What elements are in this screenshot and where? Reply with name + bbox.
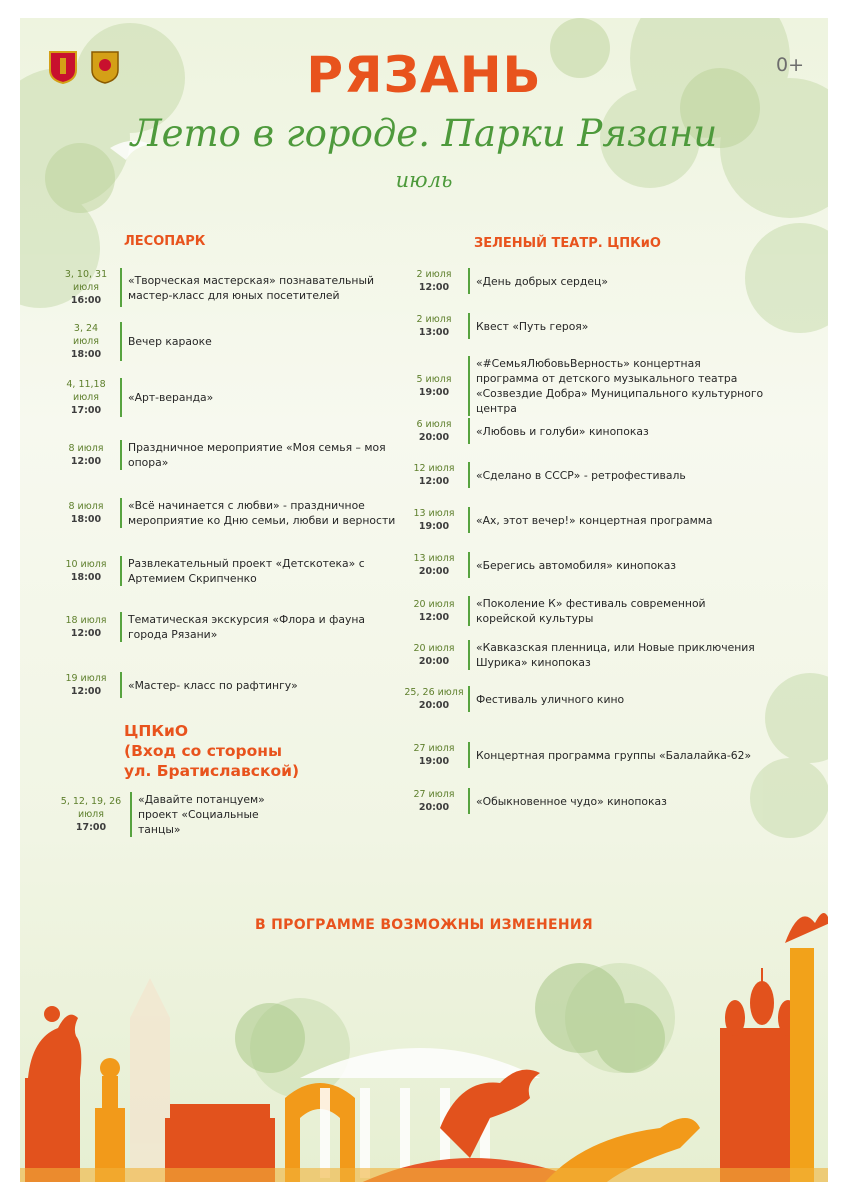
event-date: 4, 11,18 июля 17:00 (66, 379, 106, 416)
event-date: 27 июля 19:00 (413, 743, 455, 767)
event-description: Развлекательный проект «Детскотека» с Артемием Скрипченко (128, 557, 365, 585)
event-description: «Кавказская пленница, или Новые приключения Шурика» кинопоказ (476, 641, 755, 669)
event-description: «Любовь и голуби» кинопоказ (476, 424, 649, 438)
event-description: «Обыкновенное чудо» кинопоказ (476, 794, 667, 808)
event-description: «Поколение К» фестиваль современной корейской культуры (476, 597, 706, 625)
city-brand-logo: РЯЗАНЬ (306, 46, 542, 104)
city-skyline-illustration (20, 18, 828, 1182)
event-date: 3, 24 июля 18:00 (70, 323, 102, 360)
equestrian-statue-icon (25, 1006, 81, 1182)
event-date: 27 июля 20:00 (413, 789, 455, 813)
event-description: Вечер караоке (128, 335, 212, 348)
event-description: «Берегись автомобиля» кинопоказ (476, 558, 677, 572)
event-description: «Мастер- класс по рафтингу» (128, 678, 298, 692)
event-description: Праздничное мероприятие «Моя семья – моя опора» (128, 441, 386, 469)
page-title: Лето в городе. Парки Рязани (130, 112, 718, 155)
event-date: 8 июля 12:00 (68, 443, 104, 467)
event-description: «Всё начинается с любви» - праздничное мероприятие ко Дню семьи, любви и верности (128, 499, 396, 527)
event-date: 5 июля 19:00 (416, 374, 452, 398)
event-date: 25, 26 июля 20:00 (404, 687, 464, 711)
event-date: 2 июля 13:00 (416, 314, 452, 338)
event-description: Квест «Путь героя» (476, 319, 589, 333)
event-date: 12 июля 12:00 (413, 463, 455, 487)
poster (20, 18, 828, 1182)
event-description: Концертная программа группы «Балалайка-62» (476, 748, 752, 762)
section-heading-green-theatre: ЗЕЛЕНЫЙ ТЕАТР. ЦПКиО (474, 236, 661, 251)
event-description: Фестиваль уличного кино (476, 692, 625, 706)
changes-notice: В ПРОГРАММЕ ВОЗМОЖНЫ ИЗМЕНЕНИЯ (255, 917, 593, 933)
event-description: Тематическая экскурсия «Флора и фауна города Рязани» (128, 613, 366, 641)
event-description: «#СемьяЛюбовьВерность» концертная программа от детского музыкального театра «Созвездие Добра» Муниципального культурного центра (476, 357, 764, 415)
event-description: «День добрых сердец» (476, 274, 608, 288)
memorial-column-icon (785, 913, 828, 1182)
event-date: 20 июля 12:00 (413, 599, 455, 623)
event-date: 3, 10, 31 июля 16:00 (64, 269, 108, 306)
event-date: 6 июля 20:00 (416, 419, 452, 443)
section-heading-lesopark: ЛЕСОПАРК (124, 234, 206, 249)
event-date: 13 июля 20:00 (413, 553, 455, 577)
section-heading-cpkio: ЦПКиО (Вход со стороны ул. Братиславской) (124, 722, 300, 780)
event-description: «Ах, этот вечер!» концертная программа (476, 513, 713, 527)
monument-icon (95, 1058, 125, 1182)
event-date: 5, 12, 19, 26 июля 17:00 (60, 796, 122, 833)
horse-rider-statue-icon (350, 1070, 600, 1182)
event-date: 18 июля 12:00 (65, 615, 107, 639)
event-date: 10 июля 18:00 (65, 559, 107, 583)
age-rating: 0+ (776, 54, 805, 76)
cathedral-icon (720, 968, 800, 1182)
month-label: июль (395, 168, 453, 192)
event-date: 20 июля 20:00 (413, 643, 455, 667)
event-date: 2 июля 12:00 (416, 269, 452, 293)
event-date: 19 июля 12:00 (65, 673, 107, 697)
event-date: 13 июля 19:00 (413, 508, 455, 532)
event-description: «Творческая мастерская» познавательный мастер-класс для юных посетителей (128, 273, 374, 302)
event-description: «Арт-веранда» (128, 391, 214, 404)
event-description: «Сделано в СССР» - ретрофестиваль (476, 468, 686, 482)
bell-tower-icon (130, 978, 170, 1182)
event-date: 8 июля 18:00 (68, 501, 104, 525)
event-description: «Давайте потанцуем» проект «Социальные танцы» (138, 793, 265, 836)
